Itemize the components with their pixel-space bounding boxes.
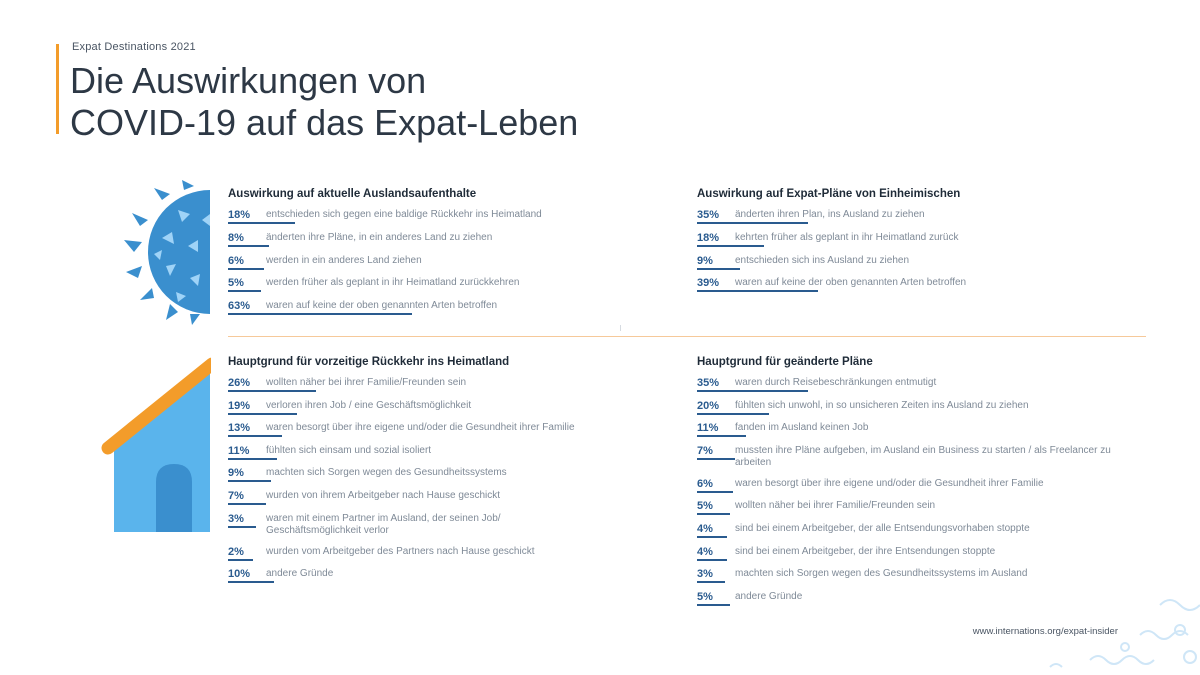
stat-label: wollten näher bei ihrer Familie/Freunden sein: [266, 377, 467, 388]
stat-row: [228, 567, 668, 590]
stat-bar: [228, 480, 271, 482]
stat-percent: 10%: [228, 568, 251, 581]
virus-icon: [118, 180, 213, 325]
section-local-plans: [697, 188, 1147, 299]
stat-percent: 20%: [697, 399, 720, 412]
stat-row: [228, 276, 648, 299]
stat-row: [697, 231, 1147, 254]
stat-percent: 6%: [228, 254, 244, 267]
stat-label: sind bei einem Arbeitgeber, der ihre Entsendungen stoppte: [735, 545, 996, 557]
stat-bar: [697, 268, 740, 270]
stat-bar: [228, 268, 264, 270]
stat-label: wollten näher bei ihrer Familie/Freunden sein: [735, 500, 936, 512]
stat-percent: 5%: [697, 590, 713, 603]
stat-percent: 35%: [697, 377, 720, 389]
stat-row: [228, 299, 648, 322]
stat-row: [228, 399, 668, 422]
stat-bar: [228, 413, 297, 415]
stat-bar: [228, 245, 269, 247]
stat-label: wurden vom Arbeitgeber des Partners nach Hause geschickt: [266, 545, 535, 557]
section-heading: Auswirkung auf Expat-Pläne von Einheimischen: [697, 188, 961, 200]
stat-label: entschieden sich gegen eine baldige Rückkehr ins Heimatland: [266, 209, 542, 220]
stat-label: werden in ein anderes Land ziehen: [266, 254, 422, 266]
stat-label: änderten ihren Plan, ins Ausland zu ziehen: [735, 209, 925, 220]
stat-percent: 19%: [228, 399, 251, 412]
stat-percent: 7%: [228, 489, 244, 502]
section-early-return-reasons: [228, 356, 668, 590]
stat-label: waren durch Reisebeschränkungen entmutigt: [735, 377, 937, 388]
stat-percent: 2%: [228, 545, 244, 558]
section-heading: Hauptgrund für geänderte Pläne: [697, 356, 873, 368]
stat-label: entschieden sich ins Ausland zu ziehen: [735, 254, 910, 266]
stat-label: andere Gründe: [266, 568, 334, 580]
stat-bar: [697, 513, 730, 515]
stat-percent: 18%: [697, 231, 720, 244]
stat-label: waren auf keine der oben genannten Arten betroffen: [266, 300, 498, 312]
stat-bar: [697, 458, 735, 460]
stat-bar: [228, 458, 277, 460]
stat-label: andere Gründe: [735, 590, 803, 602]
stat-label: werden früher als geplant in ihr Heimatland zurückkehren: [266, 277, 520, 289]
stat-percent: 3%: [228, 512, 244, 525]
stat-bar: [228, 581, 274, 583]
stat-label: fühlten sich einsam und sozial isoliert: [266, 444, 432, 456]
stat-row: [697, 477, 1147, 500]
accent-bar: [56, 44, 59, 134]
stat-percent: 8%: [228, 231, 244, 244]
stat-bar: [697, 245, 764, 247]
stat-bar: [697, 536, 727, 538]
page-title: [70, 60, 850, 144]
stat-percent: 39%: [697, 277, 720, 290]
stat-percent: 35%: [697, 209, 720, 221]
stat-row: [228, 254, 648, 277]
divider-tick: [620, 325, 621, 331]
section-current-stays: [228, 188, 648, 322]
stat-row: [697, 522, 1147, 545]
stat-row: [697, 208, 1147, 231]
section-heading: Hauptgrund für vorzeitige Rückkehr ins Heimatland: [228, 356, 510, 368]
stat-bar: [228, 503, 266, 505]
stat-label: kehrten früher als geplant in ihr Heimatland zurück: [735, 231, 959, 243]
stat-percent: 3%: [697, 568, 713, 581]
stat-row: [228, 444, 668, 467]
stat-label: waren auf keine der oben genannten Arten betroffen: [735, 277, 967, 289]
stat-bar: [228, 435, 282, 437]
stat-label: änderten ihre Pläne, in ein anderes Land zu ziehen: [266, 231, 493, 243]
section-changed-plans-reasons: [697, 356, 1147, 612]
stat-percent: 9%: [228, 467, 244, 480]
stat-bar: [228, 290, 261, 292]
stat-percent: 11%: [228, 444, 250, 457]
stat-percent: 4%: [697, 545, 713, 558]
stat-bar: [697, 491, 733, 493]
stat-row: [228, 489, 668, 512]
stat-row: [697, 444, 1147, 477]
stat-label: wurden von ihrem Arbeitgeber nach Hause geschickt: [266, 489, 501, 501]
stat-percent: 11%: [697, 422, 719, 435]
stat-percent: 13%: [228, 422, 251, 435]
stat-percent: 18%: [228, 209, 251, 221]
stat-row: [228, 421, 668, 444]
stat-row: [228, 545, 668, 568]
stat-bar: [697, 413, 769, 415]
decorative-pattern-icon: [1030, 585, 1200, 675]
stat-bar: [697, 581, 725, 583]
stat-label: waren besorgt über ihre eigene und/oder die Gesundheit ihrer Familie: [266, 422, 575, 434]
title-line-2: COVID-19 auf das Expat-Leben: [70, 102, 579, 143]
section-divider: [228, 336, 1146, 337]
stat-row: [697, 545, 1147, 568]
footer-url: www.internations.org/expat-insider: [972, 626, 1118, 637]
house-icon: [100, 352, 215, 532]
stat-row: [228, 512, 668, 545]
stat-bar: [228, 559, 253, 561]
section-heading: Auswirkung auf aktuelle Auslandsaufenthalte: [228, 188, 477, 200]
stat-percent: 4%: [697, 522, 713, 535]
stat-percent: 5%: [228, 277, 244, 290]
stat-label: machten sich Sorgen wegen des Gesundheitssystems: [266, 467, 507, 479]
stat-row: [697, 254, 1147, 277]
stat-percent: 63%: [228, 300, 251, 313]
stat-bar: [697, 604, 730, 606]
stat-bar: [697, 222, 808, 224]
stat-bar: [697, 559, 727, 561]
stat-bar: [228, 313, 412, 315]
stat-row: [697, 399, 1147, 422]
stat-bar: [697, 290, 818, 292]
stat-row: [697, 376, 1147, 399]
stat-row: [697, 499, 1147, 522]
stat-percent: 26%: [228, 377, 251, 389]
stat-bar: [228, 390, 316, 392]
stat-label: mussten ihre Pläne aufgeben, im Ausland ein Business zu starten / als Freelancer zu arbeiten: [735, 444, 1111, 468]
stat-label: verloren ihren Job / eine Geschäftsmöglichkeit: [266, 399, 472, 411]
stat-percent: 6%: [697, 477, 713, 490]
stat-label: fühlten sich unwohl, in so unsicheren Zeiten ins Ausland zu ziehen: [735, 399, 1029, 411]
stat-row: [697, 276, 1147, 299]
title-line-1: Die Auswirkungen von: [70, 60, 427, 101]
stat-label: waren mit einem Partner im Ausland, der seinen Job/ Geschäftsmöglichkeit verlor: [266, 512, 501, 536]
stat-label: sind bei einem Arbeitgeber, der alle Entsendungsvorhaben stoppte: [735, 522, 1030, 534]
stat-row: [697, 421, 1147, 444]
stat-row: [228, 208, 648, 231]
kicker: Expat Destinations 2021: [72, 41, 196, 53]
stat-row: [228, 231, 648, 254]
stat-label: waren besorgt über ihre eigene und/oder die Gesundheit ihrer Familie: [735, 477, 1044, 489]
stat-row: [228, 466, 668, 489]
stat-percent: 7%: [697, 444, 713, 457]
stat-label: machten sich Sorgen wegen des Gesundheitssystems im Ausland: [735, 568, 1028, 580]
stat-bar: [697, 390, 808, 392]
stat-percent: 9%: [697, 254, 713, 267]
stat-percent: 5%: [697, 500, 713, 513]
stat-row: [228, 376, 668, 399]
stat-bar: [228, 526, 256, 528]
stat-label: fanden im Ausland keinen Job: [735, 422, 869, 434]
stat-bar: [228, 222, 295, 224]
stat-bar: [697, 435, 746, 437]
